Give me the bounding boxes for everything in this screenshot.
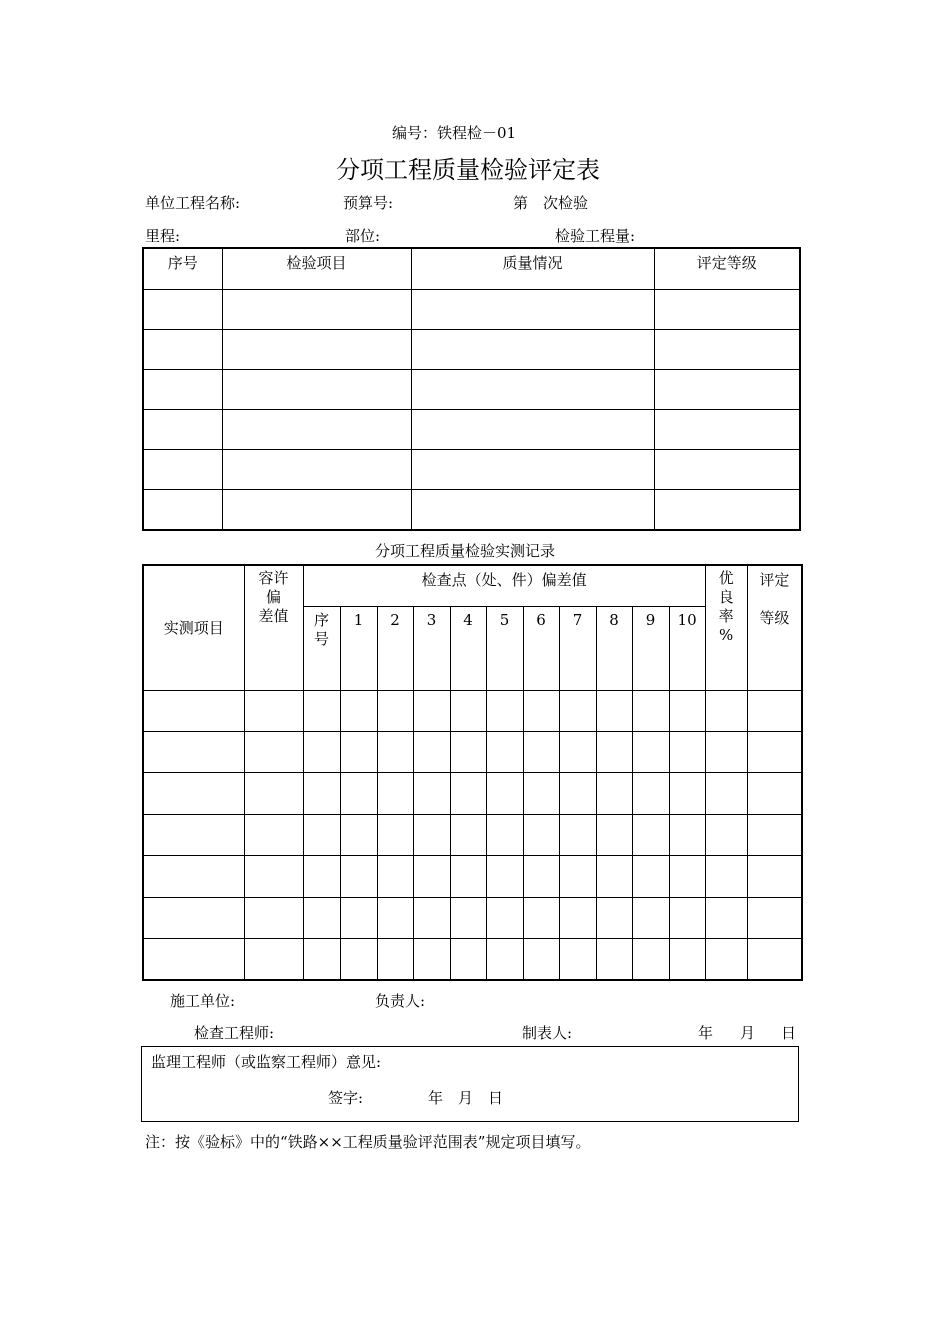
cell[interactable] <box>413 898 450 939</box>
cell[interactable] <box>244 856 303 898</box>
form-note: 注：按《验标》中的“铁路××工程质量验评范围表”规定项目填写。 <box>145 1133 591 1151</box>
measurement-header-row-1 <box>143 565 802 606</box>
cell[interactable] <box>340 898 377 939</box>
header-inspection-item: 检验项目 <box>222 248 411 289</box>
cell[interactable] <box>143 939 244 980</box>
cell[interactable] <box>143 369 222 409</box>
supervisor-opinion-label: 监理工程师（或监察工程师）意见: <box>151 1053 382 1071</box>
cell[interactable] <box>596 815 632 856</box>
inspection-quantity-label: 检验工程量: <box>555 227 636 245</box>
cell[interactable] <box>222 490 411 530</box>
cell[interactable] <box>654 289 800 329</box>
cell[interactable] <box>747 898 802 939</box>
cell[interactable] <box>143 450 222 490</box>
cell[interactable] <box>486 898 523 939</box>
table-row <box>143 490 800 530</box>
cell[interactable] <box>244 815 303 856</box>
cell[interactable] <box>669 815 705 856</box>
cell[interactable] <box>669 898 705 939</box>
cell[interactable] <box>747 772 802 814</box>
cell[interactable] <box>450 690 486 731</box>
cell[interactable] <box>222 369 411 409</box>
cell[interactable] <box>377 690 413 731</box>
measurement-table <box>142 564 803 981</box>
header-point-2: 2 <box>377 606 413 690</box>
table-row <box>143 329 800 369</box>
cell[interactable] <box>377 898 413 939</box>
header-point-seq-line: 序 <box>313 610 329 629</box>
header-rate-line: % <box>719 626 734 644</box>
cell[interactable] <box>596 690 632 731</box>
header-tolerance-line: 容许 <box>258 569 289 587</box>
cell[interactable] <box>143 289 222 329</box>
header-quality: 质量情况 <box>411 248 654 289</box>
cell[interactable] <box>523 690 559 731</box>
page-title: 分项工程质量检验评定表 <box>336 156 600 184</box>
cell[interactable] <box>669 939 705 980</box>
cell[interactable] <box>413 772 450 814</box>
cell[interactable] <box>654 490 800 530</box>
cell[interactable] <box>413 939 450 980</box>
cell[interactable] <box>143 856 244 898</box>
cell[interactable] <box>413 815 450 856</box>
budget-no-label: 预算号: <box>343 194 394 212</box>
cell[interactable] <box>244 939 303 980</box>
cell[interactable] <box>303 856 340 898</box>
inspector-label: 检查工程师: <box>194 1024 275 1042</box>
cell[interactable] <box>747 856 802 898</box>
cell[interactable] <box>654 329 800 369</box>
cell[interactable] <box>705 772 747 814</box>
cell[interactable] <box>340 731 377 772</box>
cell[interactable] <box>340 772 377 814</box>
cell[interactable] <box>486 856 523 898</box>
signature-date-label: 年 月 日 <box>428 1089 504 1107</box>
cell[interactable] <box>340 939 377 980</box>
evaluation-table <box>142 247 801 531</box>
header-rate-line: 率 <box>718 607 734 625</box>
header-rate-line: 优 <box>718 569 734 587</box>
cell[interactable] <box>413 690 450 731</box>
cell[interactable] <box>244 898 303 939</box>
date-month-label: 月 <box>740 1024 756 1042</box>
cell[interactable] <box>303 731 340 772</box>
header-point-6: 6 <box>523 606 559 690</box>
cell[interactable] <box>632 898 669 939</box>
cell[interactable] <box>377 856 413 898</box>
construction-unit-label: 施工单位: <box>170 992 236 1010</box>
table-row <box>143 772 802 814</box>
cell[interactable] <box>705 690 747 731</box>
measurement-table-title: 分项工程质量检验实测记录 <box>375 542 556 560</box>
cell[interactable] <box>669 731 705 772</box>
inspection-round-label: 第 次检验 <box>513 194 589 212</box>
cell[interactable] <box>411 410 654 450</box>
cell[interactable] <box>486 690 523 731</box>
cell[interactable] <box>377 939 413 980</box>
cell[interactable] <box>340 815 377 856</box>
cell[interactable] <box>596 856 632 898</box>
cell[interactable] <box>450 939 486 980</box>
cell[interactable] <box>450 856 486 898</box>
cell[interactable] <box>632 731 669 772</box>
cell[interactable] <box>413 856 450 898</box>
header-tolerance-line: 偏 <box>265 588 281 606</box>
cell[interactable] <box>523 731 559 772</box>
header-grade-line: 评定 <box>759 571 790 589</box>
cell[interactable] <box>450 731 486 772</box>
header-point-seq-line: 号 <box>313 629 329 648</box>
cell[interactable] <box>559 815 596 856</box>
cell[interactable] <box>143 731 244 772</box>
cell[interactable] <box>596 772 632 814</box>
table-row <box>143 289 800 329</box>
table-row <box>143 450 800 490</box>
table-row <box>143 731 802 772</box>
cell[interactable] <box>632 856 669 898</box>
evaluation-header-row <box>143 248 800 289</box>
cell[interactable] <box>596 731 632 772</box>
cell[interactable] <box>596 939 632 980</box>
cell[interactable] <box>411 369 654 409</box>
unit-project-name-label: 单位工程名称: <box>145 194 241 212</box>
header-excellent-rate <box>705 565 747 690</box>
header-point-7: 7 <box>559 606 596 690</box>
cell[interactable] <box>143 490 222 530</box>
cell[interactable] <box>411 450 654 490</box>
cell[interactable] <box>632 939 669 980</box>
cell[interactable] <box>143 898 244 939</box>
cell[interactable] <box>705 815 747 856</box>
cell[interactable] <box>450 815 486 856</box>
cell[interactable] <box>222 289 411 329</box>
cell[interactable] <box>222 410 411 450</box>
date-day-label: 日 <box>781 1024 797 1042</box>
cell[interactable] <box>303 772 340 814</box>
table-row <box>143 815 802 856</box>
cell[interactable] <box>705 898 747 939</box>
header-point-4: 4 <box>450 606 486 690</box>
cell[interactable] <box>244 690 303 731</box>
cell[interactable] <box>303 898 340 939</box>
cell[interactable] <box>450 898 486 939</box>
cell[interactable] <box>654 410 800 450</box>
cell[interactable] <box>559 856 596 898</box>
cell[interactable] <box>303 690 340 731</box>
location-label: 部位: <box>345 227 381 245</box>
cell[interactable] <box>705 939 747 980</box>
form-code: 编号：铁程检－01 <box>392 124 517 142</box>
table-row <box>143 856 802 898</box>
header-point-10: 10 <box>669 606 705 690</box>
cell[interactable] <box>705 731 747 772</box>
header-point-3: 3 <box>413 606 450 690</box>
header-tolerance <box>244 565 303 690</box>
table-row <box>143 410 800 450</box>
cell[interactable] <box>377 815 413 856</box>
cell[interactable] <box>559 690 596 731</box>
cell[interactable] <box>143 815 244 856</box>
header-check-points: 检查点（处、件）偏差值 <box>303 565 705 606</box>
cell[interactable] <box>143 410 222 450</box>
header-point-8: 8 <box>596 606 632 690</box>
header-grade: 评定等级 <box>654 248 800 289</box>
cell[interactable] <box>669 772 705 814</box>
cell[interactable] <box>523 772 559 814</box>
cell[interactable] <box>486 939 523 980</box>
mileage-label: 里程: <box>145 227 181 245</box>
cell[interactable] <box>632 815 669 856</box>
cell[interactable] <box>303 815 340 856</box>
header-rate-line: 良 <box>718 588 734 606</box>
cell[interactable] <box>303 939 340 980</box>
cell[interactable] <box>596 898 632 939</box>
header-point-1: 1 <box>340 606 377 690</box>
signature-label: 签字: <box>328 1089 364 1107</box>
header-measured-item: 实测项目 <box>143 565 244 690</box>
cell[interactable] <box>411 329 654 369</box>
cell[interactable] <box>486 815 523 856</box>
cell[interactable] <box>244 731 303 772</box>
header-point-9: 9 <box>632 606 669 690</box>
cell[interactable] <box>747 731 802 772</box>
cell[interactable] <box>654 369 800 409</box>
cell[interactable] <box>523 815 559 856</box>
prepared-by-label: 制表人: <box>522 1024 573 1042</box>
header-seq: 序号 <box>143 248 222 289</box>
cell[interactable] <box>222 450 411 490</box>
cell[interactable] <box>705 856 747 898</box>
cell[interactable] <box>747 939 802 980</box>
header-point-seq <box>303 606 340 690</box>
cell[interactable] <box>669 856 705 898</box>
table-row <box>143 939 802 980</box>
person-in-charge-label: 负责人: <box>375 992 426 1010</box>
cell[interactable] <box>486 772 523 814</box>
cell[interactable] <box>654 450 800 490</box>
cell[interactable] <box>559 939 596 980</box>
cell[interactable] <box>450 772 486 814</box>
cell[interactable] <box>143 690 244 731</box>
header-tolerance-line: 差值 <box>258 607 289 625</box>
table-row <box>143 369 800 409</box>
cell[interactable] <box>340 856 377 898</box>
supervisor-opinion-box[interactable] <box>141 1046 799 1122</box>
cell[interactable] <box>523 898 559 939</box>
table-row <box>143 690 802 731</box>
cell[interactable] <box>486 731 523 772</box>
cell[interactable] <box>411 289 654 329</box>
cell[interactable] <box>413 731 450 772</box>
cell[interactable] <box>632 772 669 814</box>
cell[interactable] <box>559 898 596 939</box>
cell[interactable] <box>669 690 705 731</box>
cell[interactable] <box>143 772 244 814</box>
cell[interactable] <box>523 856 559 898</box>
cell[interactable] <box>559 772 596 814</box>
cell[interactable] <box>411 490 654 530</box>
cell[interactable] <box>559 731 596 772</box>
cell[interactable] <box>222 329 411 369</box>
header-evaluation-grade <box>747 565 802 690</box>
cell[interactable] <box>143 329 222 369</box>
cell[interactable] <box>632 690 669 731</box>
cell[interactable] <box>377 772 413 814</box>
date-year-label: 年 <box>698 1024 714 1042</box>
cell[interactable] <box>244 772 303 814</box>
table-row <box>143 898 802 939</box>
cell[interactable] <box>747 690 802 731</box>
cell[interactable] <box>523 939 559 980</box>
header-point-5: 5 <box>486 606 523 690</box>
cell[interactable] <box>747 815 802 856</box>
header-grade-line: 等级 <box>759 609 790 627</box>
cell[interactable] <box>377 731 413 772</box>
cell[interactable] <box>340 690 377 731</box>
